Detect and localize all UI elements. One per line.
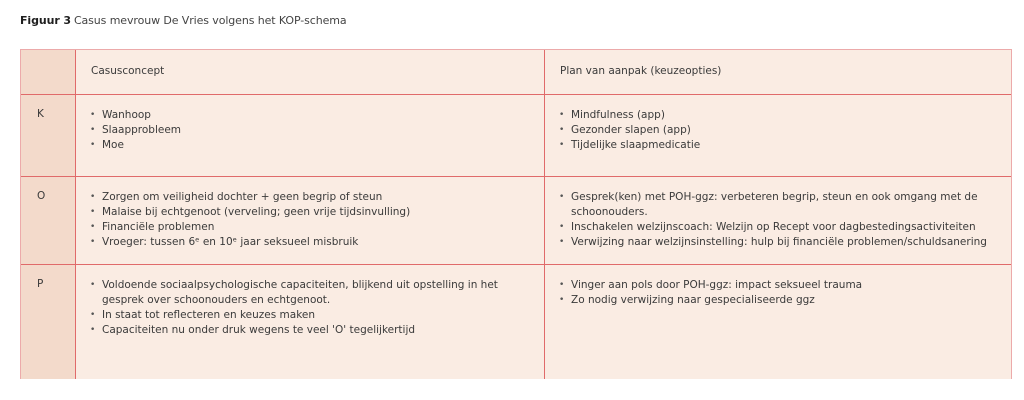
casusconcept-cell xyxy=(76,177,545,265)
list-item: • Slaapprobleem xyxy=(90,123,532,138)
header-plan-van-aanpak: Plan van aanpak (keuzeopties) xyxy=(545,50,1011,95)
list-item: • Malaise bij echtgenoot (verveling; geen vrije tijdsinvulling) xyxy=(90,205,532,220)
list-item: • Wanhoop xyxy=(90,108,532,123)
bullet-list xyxy=(90,190,532,250)
header-label-cell xyxy=(21,50,76,95)
row-label: O xyxy=(21,177,76,265)
header-casusconcept: Casusconcept xyxy=(76,50,545,95)
bullet-list xyxy=(90,278,532,338)
table-row-o xyxy=(21,176,1011,265)
list-item: • Mindfulness (app) xyxy=(559,108,999,123)
row-label: K xyxy=(21,95,76,177)
list-item: • Financiële problemen xyxy=(90,220,532,235)
list-item: • Vinger aan pols door POH-ggz: impact seksueel trauma xyxy=(559,278,999,293)
list-item: • Inschakelen welzijnscoach: Welzijn op Recept voor dagbestedingsactiviteiten xyxy=(559,220,999,235)
list-item: • Voldoende sociaalpsychologische capaciteiten, blijkend uit opstelling in het gesprek over schoonouders en echtgenoot. xyxy=(90,278,532,308)
casusconcept-cell xyxy=(76,95,545,177)
figure-caption xyxy=(20,14,347,27)
list-item: • Zo nodig verwijzing naar gespecialiseerde ggz xyxy=(559,293,999,308)
table-row-k xyxy=(21,94,1011,177)
list-item: • Vroeger: tussen 6ᵉ en 10ᵉ jaar seksueel misbruik xyxy=(90,235,532,250)
list-item: • Verwijzing naar welzijnsinstelling: hulp bij financiële problemen/schuldsanering xyxy=(559,235,999,250)
table-row-p xyxy=(21,264,1011,379)
list-item: • In staat tot reflecteren en keuzes maken xyxy=(90,308,532,323)
bullet-list xyxy=(559,278,999,308)
list-item: • Tijdelijke slaapmedicatie xyxy=(559,138,999,153)
plan-cell xyxy=(545,177,1011,265)
figure-title: Casus mevrouw De Vries volgens het KOP-schema xyxy=(73,14,347,27)
table-header-row xyxy=(21,50,1011,95)
row-label: P xyxy=(21,265,76,379)
bullet-list xyxy=(559,190,999,250)
kop-schema-table xyxy=(20,49,1012,379)
bullet-list xyxy=(90,108,532,153)
plan-cell xyxy=(545,95,1011,177)
casusconcept-cell xyxy=(76,265,545,379)
list-item: • Gesprek(ken) met POH-ggz: verbeteren begrip, steun en ook omgang met de schoonouders. xyxy=(559,190,999,220)
list-item: • Gezonder slapen (app) xyxy=(559,123,999,138)
list-item: • Capaciteiten nu onder druk wegens te veel 'O' tegelijkertijd xyxy=(90,323,532,338)
list-item: • Moe xyxy=(90,138,532,153)
bullet-list xyxy=(559,108,999,153)
list-item: • Zorgen om veiligheid dochter + geen begrip of steun xyxy=(90,190,532,205)
plan-cell xyxy=(545,265,1011,379)
figure-label: Figuur 3 xyxy=(20,14,71,27)
